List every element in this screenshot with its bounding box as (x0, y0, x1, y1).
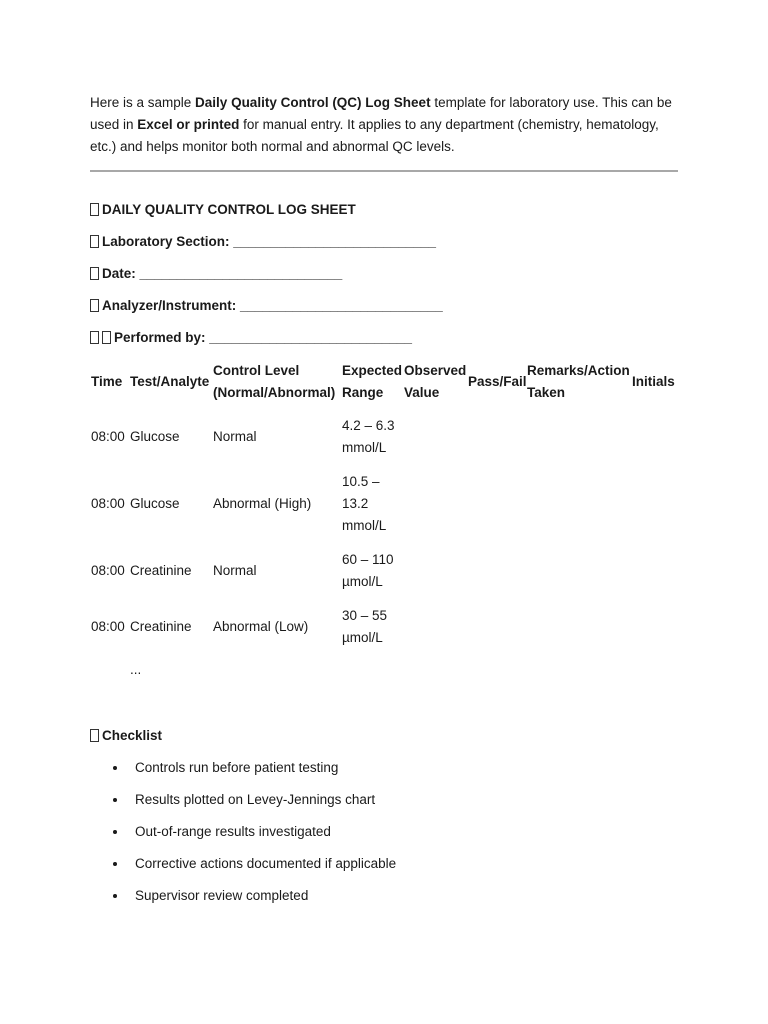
analyzer-text: Analyzer/Instrument: ___________________________ (102, 298, 443, 313)
list-item (90, 790, 396, 822)
bullet-icon (113, 862, 117, 866)
col-header-control-level (213, 360, 335, 404)
cell-range-line2: µmol/L (342, 630, 383, 645)
cell-range-line1: 10.5 – (342, 474, 380, 489)
cell-test: Creatinine (130, 619, 192, 634)
missing-glyph-icon (90, 267, 99, 280)
col-header-time: Time (91, 374, 123, 389)
list-item (90, 822, 396, 854)
date-field (90, 264, 342, 284)
date-text: Date: ___________________________ (102, 266, 343, 281)
cell-range (342, 415, 395, 459)
cell-level: Normal (213, 563, 257, 578)
cell-test: Glucose (130, 496, 180, 511)
horizontal-divider (90, 170, 678, 172)
bullet-icon (113, 798, 117, 802)
checklist-item-text: Controls run before patient testing (135, 760, 339, 775)
cell-range (342, 471, 386, 537)
checklist (90, 758, 396, 918)
intro-paragraph (90, 92, 680, 158)
col-header-initials: Initials (632, 374, 675, 389)
missing-glyph-icon (90, 299, 99, 312)
cell-level: Abnormal (High) (213, 496, 312, 511)
checklist-title-text: Checklist (102, 728, 163, 743)
col-header-expected-line1: Expected (342, 363, 403, 378)
intro-bold-title: Daily Quality Control (QC) Log Sheet (195, 95, 431, 110)
bullet-icon (113, 894, 117, 898)
col-header-pass-fail: Pass/Fail (468, 374, 527, 389)
performed-by-field (90, 328, 412, 348)
cell-range-line3: mmol/L (342, 518, 387, 533)
col-header-remarks (527, 360, 630, 404)
cell-range-line2: 13.2 (342, 496, 369, 511)
col-header-control-line1: Control Level (213, 363, 300, 378)
cell-level: Abnormal (Low) (213, 619, 309, 634)
checklist-item-text: Supervisor review completed (135, 888, 309, 903)
analyzer-field (90, 296, 443, 316)
sheet-title (90, 200, 356, 220)
col-header-observed-line2: Value (404, 385, 440, 400)
missing-glyph-icon (90, 331, 99, 344)
intro-text-3: for manual entry. It applies to any department (chemistry, hematology, etc.) and helps monitor both normal and abnormal QC levels. (90, 117, 659, 154)
cell-test: Creatinine (130, 563, 192, 578)
cell-range (342, 605, 387, 649)
checklist-title (90, 726, 162, 746)
cell-range-line2: mmol/L (342, 440, 387, 455)
intro-text-1: Here is a sample (90, 95, 196, 110)
sheet-title-text: DAILY QUALITY CONTROL LOG SHEET (102, 202, 356, 217)
list-item (90, 854, 396, 886)
col-header-observed-line1: Observed (404, 363, 467, 378)
list-item (90, 886, 396, 918)
cell-time: 08:00 (91, 619, 125, 634)
bullet-icon (113, 766, 117, 770)
intro-bold-format: Excel or printed (137, 117, 240, 132)
col-header-test: Test/Analyte (130, 374, 210, 389)
missing-glyph-icon (102, 331, 111, 344)
missing-glyph-icon (90, 729, 99, 742)
performed-by-text: Performed by: ___________________________ (114, 330, 412, 345)
cell-range-line1: 30 – 55 (342, 608, 388, 623)
missing-glyph-icon (90, 235, 99, 248)
lab-section-text: Laboratory Section: ___________________________ (102, 234, 436, 249)
cell-test: Glucose (130, 429, 180, 444)
cell-range-line1: 4.2 – 6.3 (342, 418, 395, 433)
col-header-remarks-line2: Taken (527, 385, 566, 400)
document-page (90, 92, 680, 903)
checklist-item-text: Corrective actions documented if applicable (135, 856, 397, 871)
cell-time: 08:00 (91, 563, 125, 578)
col-header-control-line2: (Normal/Abnormal) (213, 385, 336, 400)
checklist-item-text: Results plotted on Levey-Jennings chart (135, 792, 376, 807)
col-header-observed-value (404, 360, 466, 404)
cell-range (342, 549, 394, 593)
table-ellipsis: ... (130, 662, 142, 677)
col-header-expected-line2: Range (342, 385, 384, 400)
intro-text-2: template for laboratory use. This can be used in (90, 95, 672, 132)
col-header-remarks-line1: Remarks/Action (527, 363, 630, 378)
bullet-icon (113, 830, 117, 834)
cell-time: 08:00 (91, 496, 125, 511)
checklist-item-text: Out-of-range results investigated (135, 824, 331, 839)
col-header-expected-range (342, 360, 402, 404)
missing-glyph-icon (90, 203, 99, 216)
list-item (90, 758, 396, 790)
cell-time: 08:00 (91, 429, 125, 444)
cell-range-line1: 60 – 110 (342, 552, 394, 567)
lab-section-field (90, 232, 436, 252)
cell-level: Normal (213, 429, 257, 444)
cell-range-line2: µmol/L (342, 574, 383, 589)
